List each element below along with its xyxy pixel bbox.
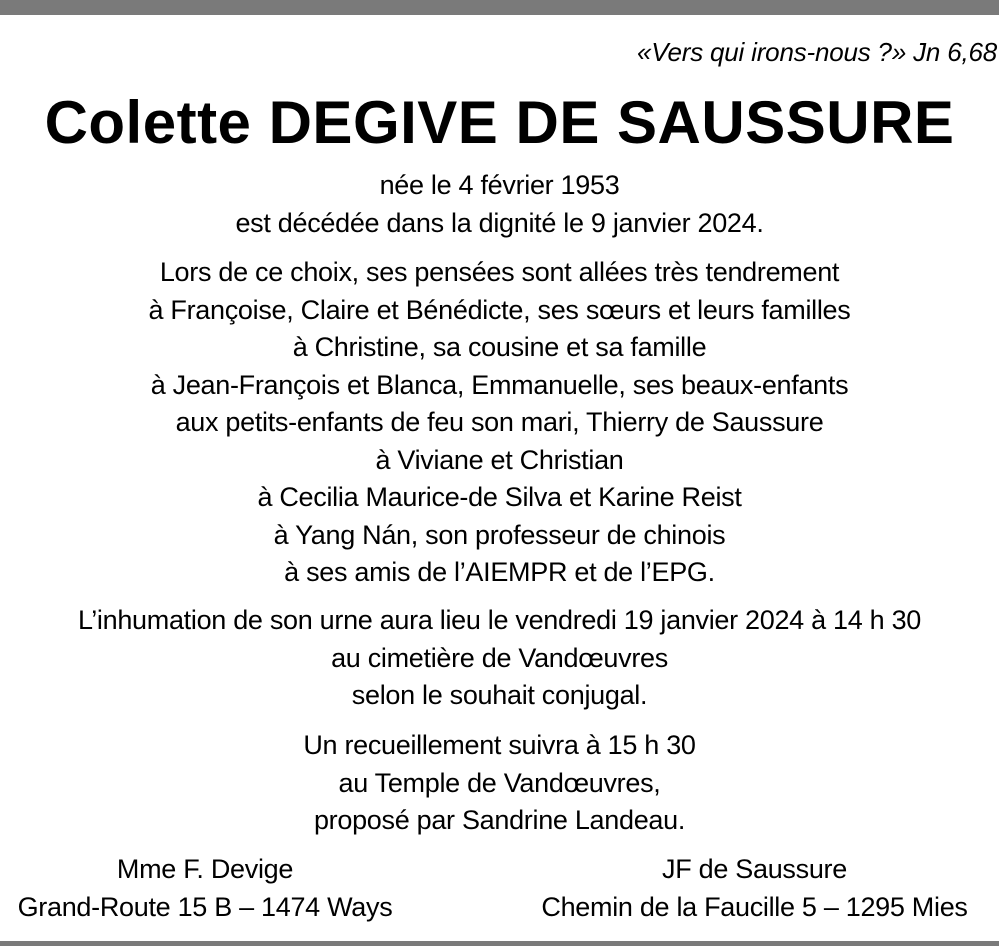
burial-block <box>0 602 999 715</box>
signature-left <box>0 850 410 926</box>
signature-right <box>510 850 999 926</box>
birth-line: née le 4 février 1953 <box>379 170 620 200</box>
thoughts-line: à Yang Nán, son professeur de chinois <box>273 519 726 550</box>
gathering-line: proposé par Sandrine Landeau. <box>313 805 686 835</box>
burial-line: selon le souhait conjugal. <box>351 680 648 710</box>
burial-line: L’inhumation de son urne aura lieu le vendredi 19 janvier 2024 à 14 h 30 <box>77 605 922 635</box>
bottom-border <box>0 941 999 946</box>
birth-death-block <box>0 167 999 242</box>
deceased-name: Colette DEGIVE DE SAUSSURE <box>44 89 955 156</box>
thoughts-line: à ses amis de l’AIEMPR et de l’EPG. <box>284 557 715 587</box>
thoughts-line: à Cecilia Maurice-de Silva et Karine Reist <box>257 482 742 512</box>
burial-line: au cimetière de Vandœuvres <box>331 642 668 673</box>
top-border <box>0 0 999 15</box>
gathering-line: au Temple de Vandœuvres, <box>338 767 661 798</box>
thoughts-block <box>0 254 999 592</box>
thoughts-line: à Jean-François et Blanca, Emmanuelle, ses beaux-enfants <box>150 369 849 400</box>
signature-right-address: Chemin de la Faucille 5 – 1295 Mies <box>541 892 968 922</box>
signature-left-address: Grand-Route 15 B – 1474 Ways <box>17 892 393 922</box>
thoughts-line: aux petits-enfants de feu son mari, Thierry de Saussure <box>175 407 824 437</box>
bible-quote: «Vers qui irons-nous ?» Jn 6,68 <box>637 37 997 67</box>
gathering-block <box>0 727 999 840</box>
signature-left-name: Mme F. Devige <box>116 854 294 884</box>
thoughts-line: à Christine, sa cousine et sa famille <box>292 332 707 362</box>
gathering-line: Un recueillement suivra à 15 h 30 <box>303 730 696 760</box>
thoughts-line: Lors de ce choix, ses pensées sont allées très tendrement <box>159 257 840 287</box>
signature-right-name: JF de Saussure <box>662 854 847 884</box>
thoughts-line: à Viviane et Christian <box>375 444 624 475</box>
thoughts-line: à Françoise, Claire et Bénédicte, ses sœurs et leurs familles <box>148 294 851 325</box>
death-line: est décédée dans la dignité le 9 janvier 2024. <box>235 207 764 238</box>
